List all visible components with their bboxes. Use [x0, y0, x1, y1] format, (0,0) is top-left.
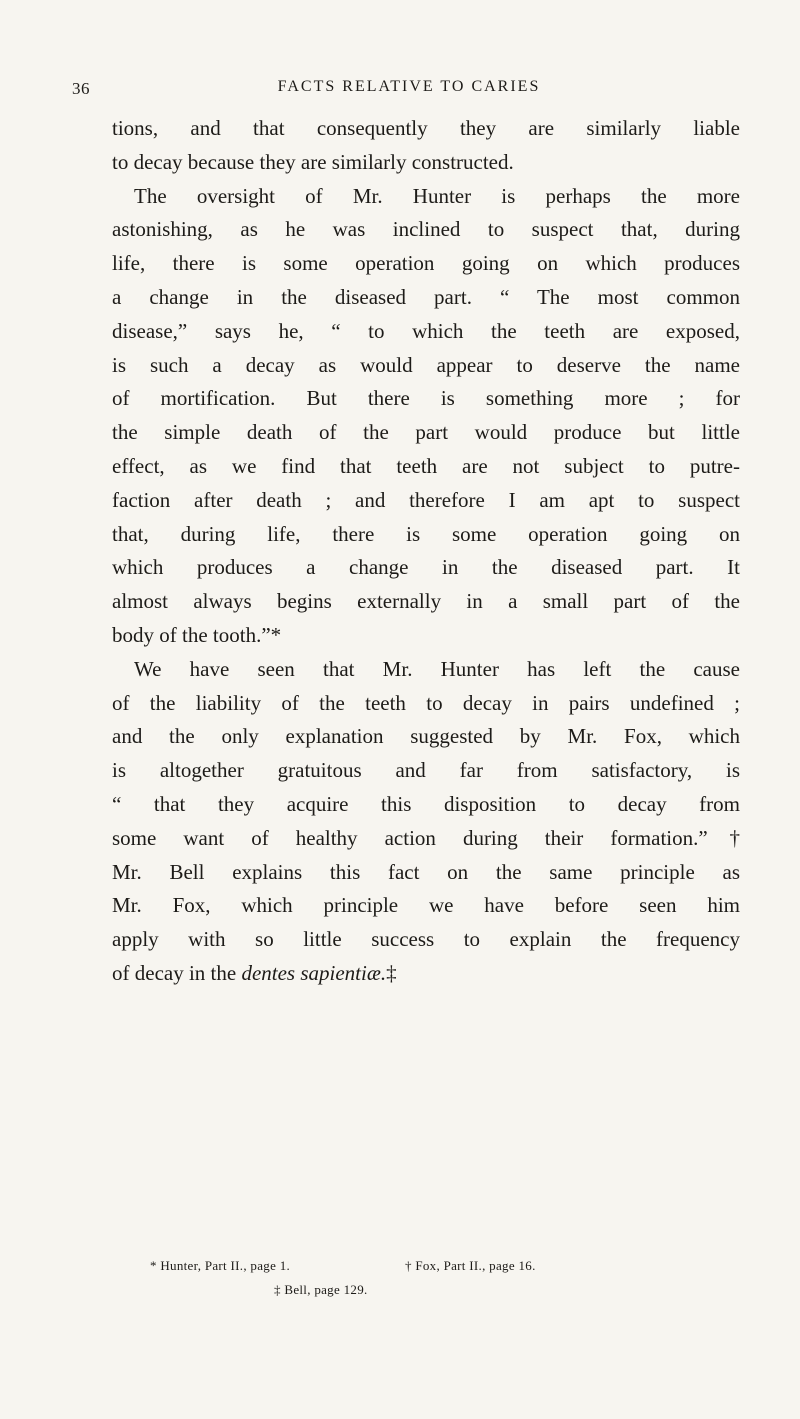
text-line: astonishing, as he was inclined to suspect that, during [112, 217, 740, 242]
text-line: tions, and that consequently they are similarly liable [112, 116, 740, 140]
text-line: almost always begins externally in a small part of the [112, 589, 740, 614]
text-line: Mr. Bell explains this fact on the same principle as [112, 859, 740, 884]
page-number: 36 [72, 79, 90, 98]
text-line: is altogether gratuitous and far from satisfactory, is [112, 758, 740, 783]
text-line: body of the tooth.”* [112, 622, 282, 647]
text-line: “ that they acquire this disposition to decay from [112, 791, 740, 816]
text-line: a change in the diseased part. “ The most common [112, 284, 740, 309]
final-text-line [112, 957, 740, 991]
running-head: FACTS RELATIVE TO CARIES [277, 78, 541, 95]
text-line: which produces a change in the diseased part. It [112, 555, 740, 580]
text-line: disease,” says he, “ to which the teeth are exposed, [112, 318, 740, 343]
body-text [112, 112, 740, 991]
footnote-hunter: * Hunter, Part II., page 1. [150, 1258, 291, 1273]
text-line: some want of healthy action during their formation.”† [112, 825, 740, 850]
text-line: that, during life, there is some operation going on [112, 521, 740, 546]
latin-term: dentes sapientiæ. [241, 960, 387, 985]
final-line-prefix: of decay in the [112, 960, 242, 985]
text-line: faction after death ; and therefore I am apt to suspect [112, 487, 740, 512]
text-line: effect, as we find that teeth are not subject to putre- [112, 453, 740, 478]
text-line: life, there is some operation going on which produces [112, 251, 740, 276]
footnote-fox: † Fox, Part II., page 16. [405, 1258, 536, 1273]
text-line: Mr. Fox, which principle we have before seen him [112, 893, 740, 918]
text-line: to decay because they are similarly constructed. [112, 149, 514, 174]
text-line: apply with so little success to explain the frequency [112, 927, 740, 952]
text-line: is such a decay as would appear to deserve the name [112, 352, 740, 377]
footnote-mark: ‡ [386, 960, 397, 985]
text-line: the simple death of the part would produce but little [112, 420, 740, 445]
text-line: of mortification. But there is something more ; for [112, 386, 740, 411]
text-line: The oversight of Mr. Hunter is perhaps the more [134, 183, 740, 208]
footnote-bell: ‡ Bell, page 129. [274, 1282, 368, 1297]
text-line: and the only explanation suggested by Mr. Fox, which [112, 724, 740, 749]
text-line: of the liability of the teeth to decay in pairs undefined ; [112, 690, 740, 715]
text-line: We have seen that Mr. Hunter has left the cause [134, 656, 740, 681]
